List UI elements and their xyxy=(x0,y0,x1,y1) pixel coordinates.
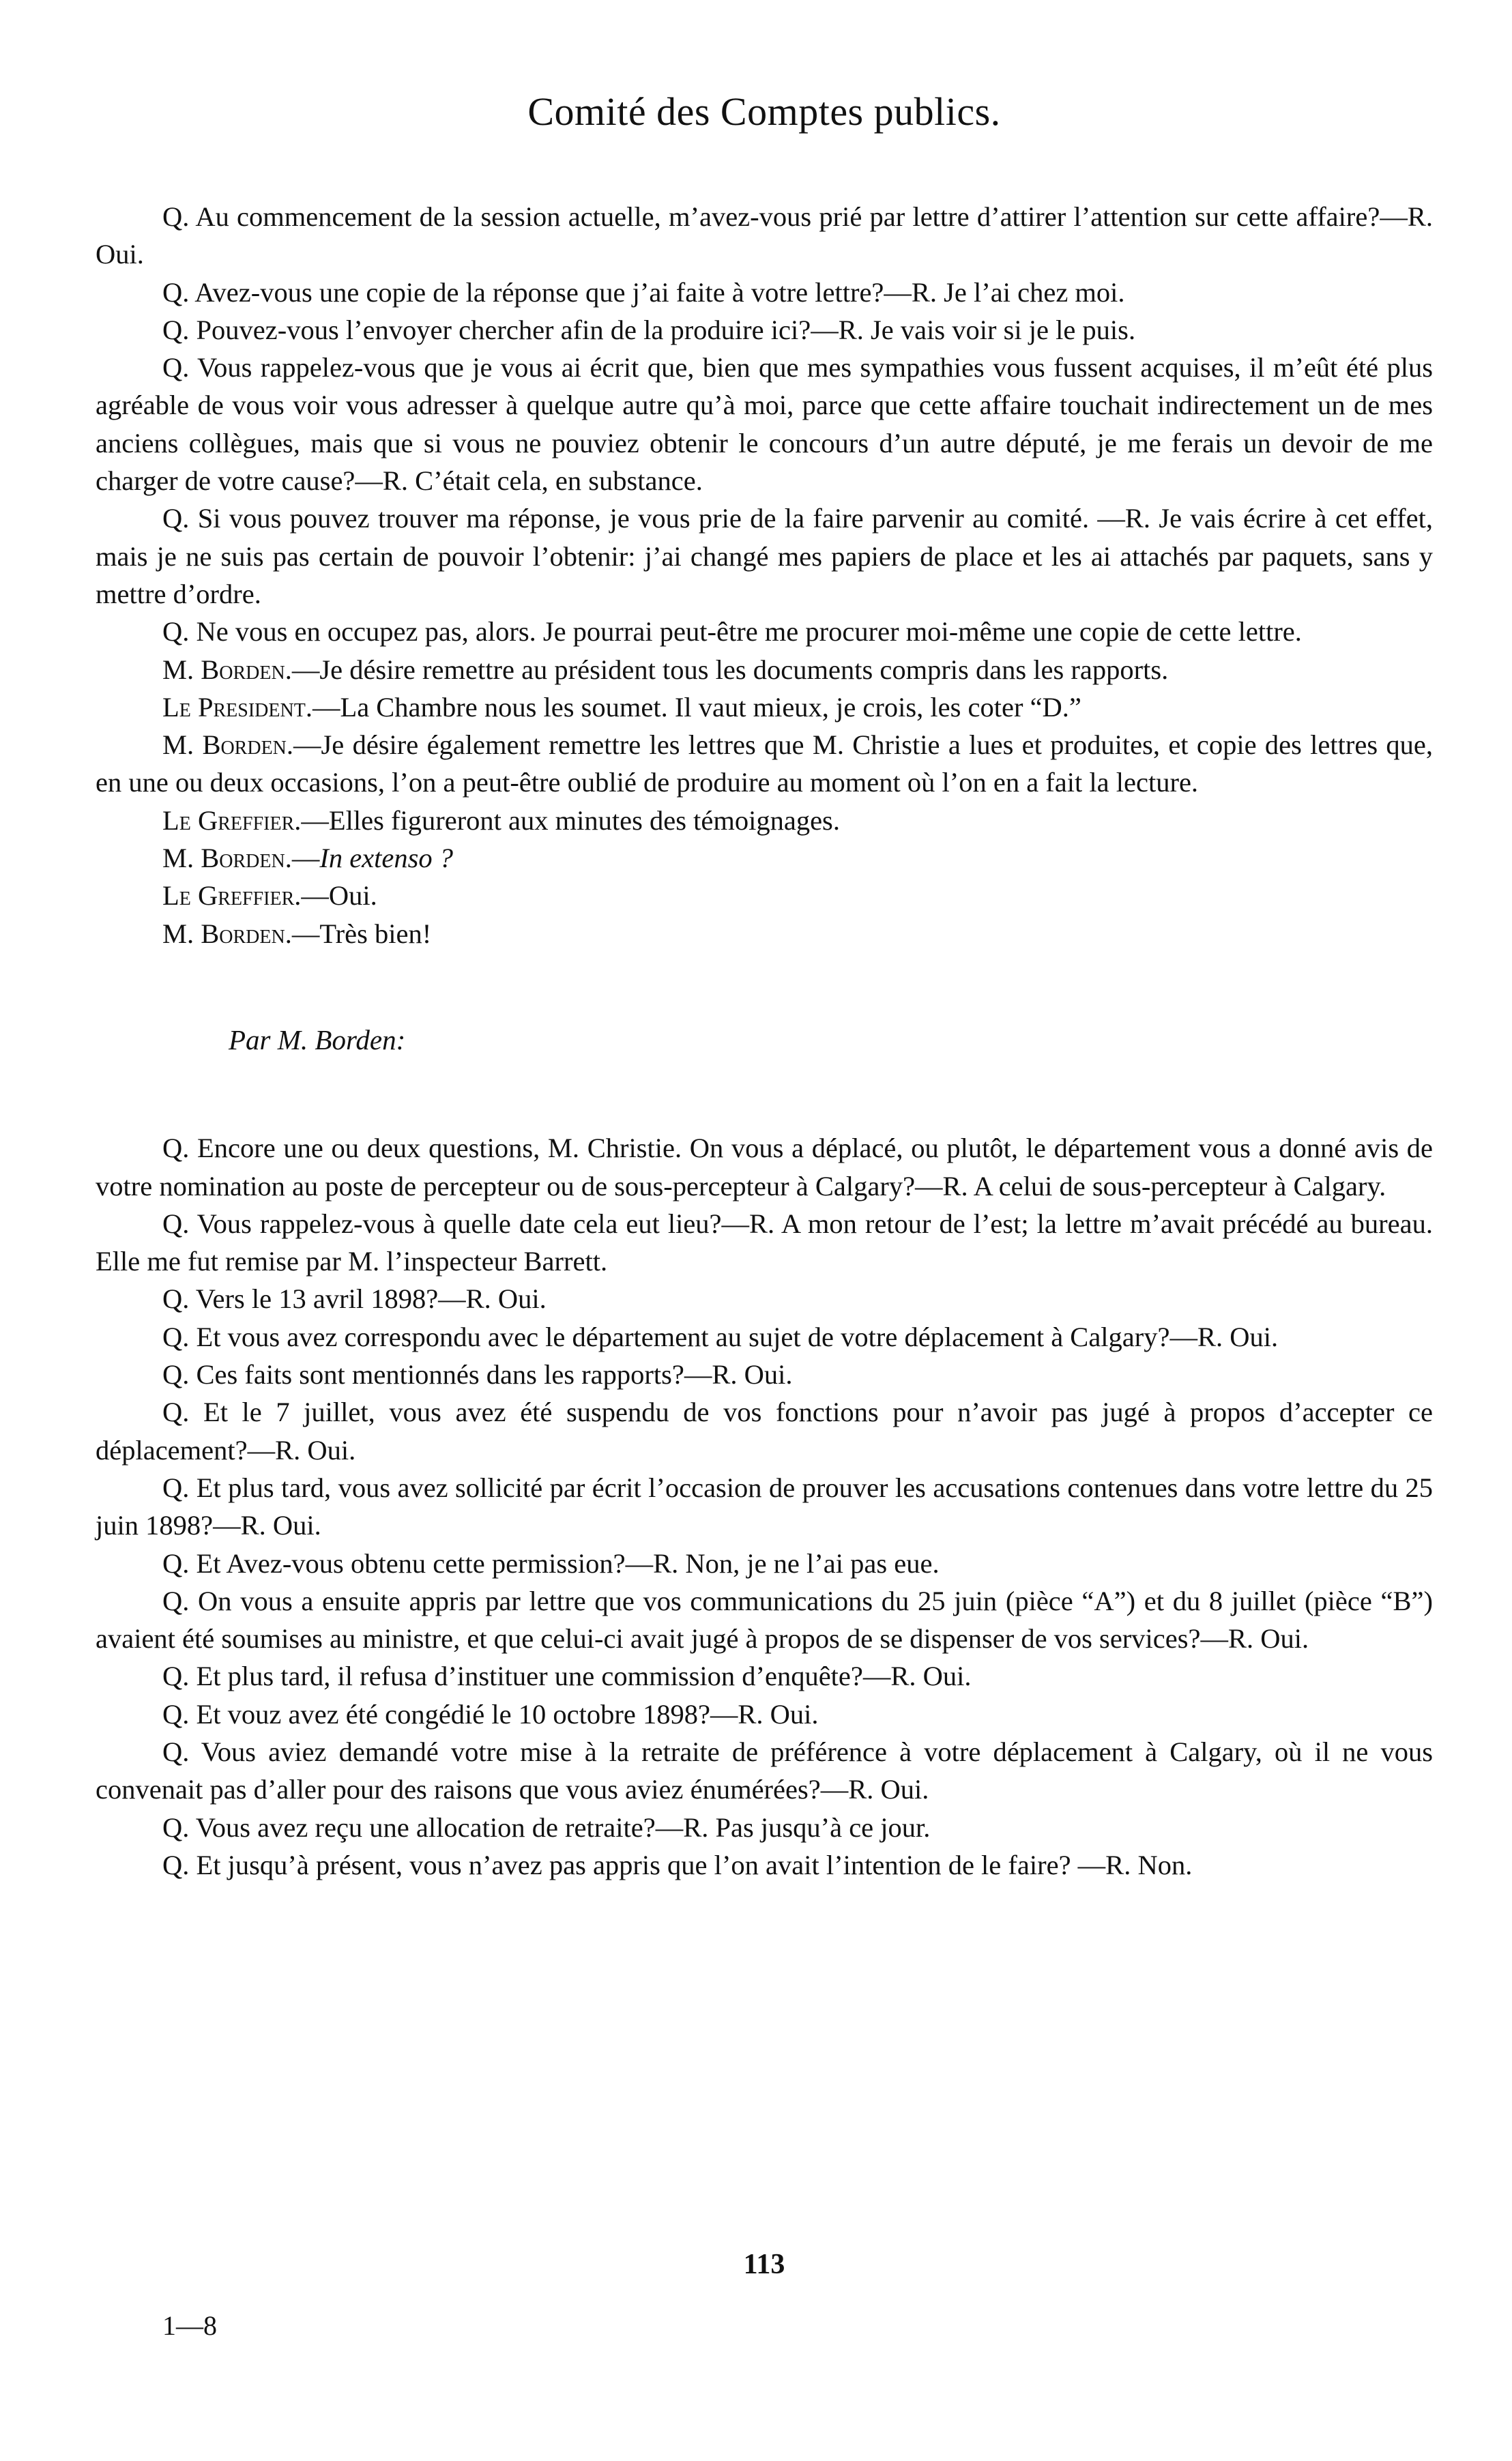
question-paragraph: Q. Ces faits sont mentionnés dans les rapports?—R. Oui. xyxy=(162,1359,793,1390)
speaker-name: M. Borden. xyxy=(162,843,292,874)
section-heading: Par M. Borden: xyxy=(229,1023,406,1055)
question-paragraph: Q. Vous aviez demandé votre mise à la retraite de préférence à votre déplacement à Calgary, où il ne vous convenait pas d’aller pour des raisons que vous aviez énumérées?—R. Oui. xyxy=(96,1736,1433,1805)
question-paragraph: Q. On vous a ensuite appris par lettre que vos communications du 25 juin (pièce “A”) et du 8 juillet (pièce “B”) avaient été soumises au ministre, et que celui-ci avait jugé à propos de se dispenser de vos services?—R. Oui. xyxy=(96,1585,1433,1655)
speech-text: —La Chambre nous les soumet. Il vaut mieux, je crois, les coter “D.” xyxy=(312,691,1081,723)
page-number: 113 xyxy=(743,2249,785,2280)
paragraph: Q. Au commencement de la session actuelle, m’avez-vous prié par lettre d’attirer l’attention sur cette affaire?—R. Oui. xyxy=(96,201,1433,270)
question-paragraph: Q. Et jusqu’à présent, vous n’avez pas appris que l’on avait l’intention de le faire? —R. Non. xyxy=(162,1849,1193,1880)
dialogue-line xyxy=(96,877,1433,914)
dialogue-line xyxy=(96,651,1433,688)
paragraph: Q. Vous rappelez-vous que je vous ai écrit que, bien que mes sympathies vous fussent acquises, il m’eût été plus agréable de vous voir vous adresser à quelque autre qu’à moi, parce que cette affaire touchait indirectement un de mes anciens collègues, mais que si vous ne pouviez obtenir le concours d’un autre député, je me ferais un devoir de me charger de votre cause?—R. C’était cela, en substance. xyxy=(96,352,1433,497)
document-body xyxy=(96,198,1433,1884)
question-paragraph: Q. Vers le 13 avril 1898?—R. Oui. xyxy=(162,1283,547,1315)
speaker-name: Le President. xyxy=(162,691,312,723)
signature-mark: 1—8 xyxy=(162,2310,217,2341)
speech-italic: In extenso ? xyxy=(319,843,454,874)
spacer xyxy=(96,952,1433,1021)
speech-text: —Je désire également remettre les lettres que M. Christie a lues et produites, et copie des lettres que, en une ou deux occasions, l’on a peut-être oublié de produire au moment où l’on en a fait la lecture. xyxy=(96,729,1434,798)
speech-text: — xyxy=(291,843,320,874)
spacer xyxy=(96,1059,1433,1129)
question-paragraph: Q. Et vous avez correspondu avec le département au sujet de votre déplacement à Calgary?—R. Oui. xyxy=(162,1321,1279,1352)
speaker-name: M. Borden. xyxy=(162,654,292,685)
paragraph: Q. Pouvez-vous l’envoyer chercher afin de la produire ici?—R. Je vais voir si je le puis. xyxy=(162,314,1136,345)
speech-text: —Oui. xyxy=(301,880,377,912)
speaker-name: Le Greffier. xyxy=(162,880,302,912)
dialogue-line xyxy=(96,839,1433,877)
speech-text: —Je désire remettre au président tous les documents compris dans les rapports. xyxy=(291,654,1169,685)
dialogue-line xyxy=(96,802,1433,839)
question-paragraph: Q. Et vouz avez été congédié le 10 octobre 1898?—R. Oui. xyxy=(162,1698,819,1730)
speaker-name: M. Borden. xyxy=(162,918,292,949)
question-paragraph: Q. Encore une ou deux questions, M. Christie. On vous a déplacé, ou plutôt, le département vous a donné avis de votre nomination au poste de percepteur ou de sous-percepteur à Calgary?—R. A celui de sous-percepteur à Calgary. xyxy=(96,1133,1433,1202)
speaker-name: Le Greffier. xyxy=(162,804,302,836)
question-paragraph: Q. Et plus tard, vous avez sollicité par écrit l’occasion de prouver les accusations contenues dans votre lettre du 25 juin 1898?—R. Oui. xyxy=(96,1472,1433,1541)
dialogue-line xyxy=(96,688,1433,726)
speech-text: —Elles figureront aux minutes des témoignages. xyxy=(301,804,840,836)
dialogue-line xyxy=(96,726,1433,802)
paragraph: Q. Ne vous en occupez pas, alors. Je pourrai peut-être me procurer moi-même une copie de cette lettre. xyxy=(162,616,1302,647)
dialogue-line xyxy=(96,915,1433,952)
question-paragraph: Q. Vous avez reçu une allocation de retraite?—R. Pas jusqu’à ce jour. xyxy=(162,1811,931,1843)
question-paragraph: Q. Et plus tard, il refusa d’instituer une commission d’enquête?—R. Oui. xyxy=(162,1661,972,1692)
page-title: Comité des Comptes publics. xyxy=(527,89,1001,134)
question-paragraph: Q. Et Avez-vous obtenu cette permission?—R. Non, je ne l’ai pas eue. xyxy=(162,1547,940,1579)
speaker-name: M. Borden. xyxy=(162,729,294,761)
speech-text: —Très bien! xyxy=(291,918,432,949)
paragraph: Q. Si vous pouvez trouver ma réponse, je vous prie de la faire parvenir au comité. —R. Je vais écrire à cet effet, mais je ne suis pas certain de pouvoir l’obtenir: j’ai changé mes papiers de place et les ai attachés par paquets, sans y mettre d’ordre. xyxy=(96,503,1433,609)
question-paragraph: Q. Et le 7 juillet, vous avez été suspendu de vos fonctions pour n’avoir pas jugé à propos d’accepter ce déplacement?—R. Oui. xyxy=(96,1397,1433,1466)
question-paragraph: Q. Vous rappelez-vous à quelle date cela eut lieu?—R. A mon retour de l’est; la lettre m’avait précédé au bureau. Elle me fut remise par M. l’inspecteur Barrett. xyxy=(96,1208,1433,1277)
paragraph: Q. Avez-vous une copie de la réponse que j’ai faite à votre lettre?—R. Je l’ai chez moi. xyxy=(162,276,1125,308)
